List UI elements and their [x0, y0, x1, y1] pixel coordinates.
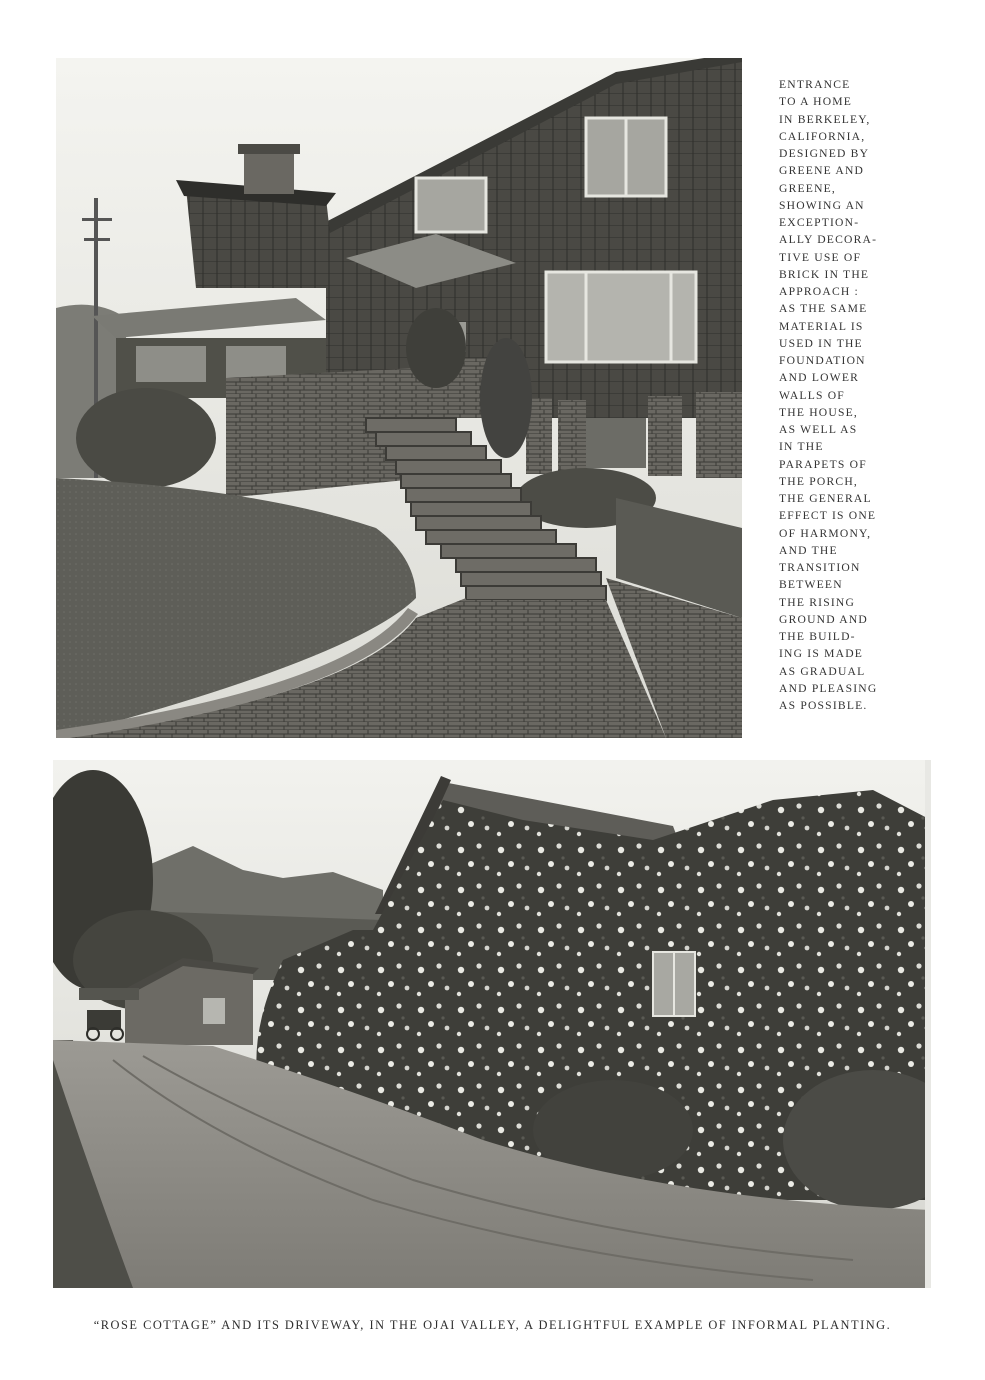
- caption-line: BETWEEN: [779, 578, 843, 592]
- berkeley-house-photo: [56, 58, 742, 738]
- caption-line: CALIFORNIA,: [779, 129, 866, 143]
- caption-line: AS THE SAME: [779, 302, 868, 316]
- caption-line: ENTRANCE: [779, 78, 851, 91]
- caption-line: TIVE USE OF: [779, 250, 862, 264]
- berkeley-house-illustration: [56, 58, 742, 738]
- caption-line: DESIGNED BY: [779, 147, 870, 160]
- caption-line: MATERIAL IS: [779, 319, 864, 333]
- caption-line: FOUNDATION: [779, 354, 866, 367]
- caption-line: ALLY DECORA-: [779, 233, 878, 247]
- caption-line: AND LOWER: [779, 371, 860, 385]
- caption-line: THE PORCH,: [779, 474, 858, 488]
- caption-line: ING IS MADE: [779, 647, 864, 661]
- caption-line: GREENE AND: [779, 164, 865, 178]
- caption-line: THE RISING: [779, 595, 856, 609]
- caption-line: TO A HOME: [779, 95, 853, 109]
- caption-line: IN BERKELEY,: [779, 112, 871, 126]
- caption-line: THE HOUSE,: [779, 405, 858, 419]
- caption-line: AS WELL AS: [779, 423, 858, 436]
- caption-line: EFFECT IS ONE: [779, 509, 877, 523]
- caption-line: THE BUILD-: [779, 630, 856, 643]
- caption-line: TRANSITION: [779, 561, 861, 574]
- caption-line: GROUND AND: [779, 612, 868, 626]
- rose-cottage-illustration: [53, 760, 931, 1288]
- caption-line: APPROACH :: [779, 285, 859, 298]
- berkeley-photo-caption: [779, 76, 899, 714]
- caption-line: BRICK IN THE: [779, 267, 870, 281]
- caption-line: SHOWING AN: [779, 198, 865, 212]
- caption-line: USED IN THE: [779, 336, 863, 350]
- caption-line: THE GENERAL: [779, 492, 872, 505]
- caption-line: AS POSSIBLE.: [779, 699, 868, 712]
- caption-line: IN THE: [779, 440, 824, 454]
- caption-line: WALLS OF: [779, 388, 845, 402]
- caption-line: PARAPETS OF: [779, 457, 867, 471]
- caption-line: EXCEPTION-: [779, 216, 860, 229]
- caption-line: AND THE: [779, 543, 838, 557]
- caption-line: GREENE,: [779, 181, 837, 195]
- caption-line: OF HARMONY,: [779, 526, 872, 540]
- caption-line: AS GRADUAL: [779, 664, 866, 678]
- rose-cottage-photo: [53, 760, 931, 1288]
- caption-line: AND PLEASING: [779, 681, 878, 695]
- rose-cottage-caption: “ROSE COTTAGE” AND ITS DRIVEWAY, IN THE OJAI VALLEY, A DELIGHTFUL EXAMPLE OF INFORMAL PLANTING.: [93, 1318, 892, 1332]
